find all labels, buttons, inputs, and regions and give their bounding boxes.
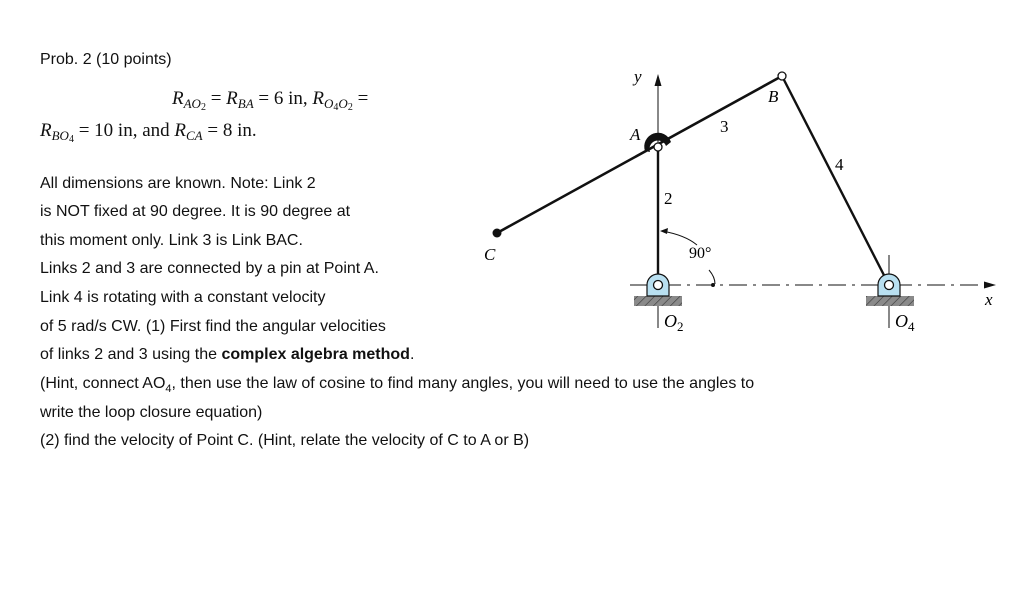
label-link-2: 2 — [664, 189, 673, 208]
ground-pivot-o2 — [634, 274, 682, 306]
x-axis — [630, 282, 996, 289]
ground-pivot-o4 — [866, 274, 914, 306]
hint-line-1: (Hint, connect $AO_4$, then use the law of cosine to find many angles, you will need to use the angles to — [40, 375, 755, 396]
method-line: of links 2 and 3 using the complex algebra method. — [40, 346, 415, 363]
equation-line-1: $R_{AO_2} = R_{BA} = 6$ in, $R_{O_4O_2}$ = — [172, 88, 369, 113]
part-2-line: (2) find the velocity of Point C. (Hint, relate the velocity of C to A or B) — [40, 432, 530, 449]
hint-line-2: write the loop closure equation) — [40, 404, 263, 421]
label-a: A — [630, 125, 641, 144]
label-b: B — [768, 87, 779, 106]
body-line: is NOT fixed at 90 degree. It is 90 degree at — [40, 203, 351, 220]
pin-a-icon — [654, 143, 662, 151]
body-line: All dimensions are known. Note: Link 2 — [40, 175, 316, 192]
body-line: Link 4 is rotating with a constant velocity — [40, 289, 326, 306]
label-o2: $O_2$ — [664, 311, 684, 334]
label-y: y — [634, 67, 642, 86]
label-o4: $O_4$ — [895, 311, 915, 334]
link-3-bac — [497, 76, 782, 233]
body-line: of 5 rad/s CW. (1) First find the angular velocities — [40, 318, 386, 335]
equation-line-2: $R_{BO_4} = 10$ in, and $R_{CA} = 8$ in. — [40, 120, 257, 145]
label-x: x — [985, 290, 993, 309]
label-c: C — [484, 245, 496, 264]
link-4 — [782, 76, 889, 285]
label-link-3: 3 — [720, 117, 729, 136]
body-line: Links 2 and 3 are connected by a pin at Point A. — [40, 260, 379, 277]
pin-b-icon — [778, 72, 786, 80]
point-c-icon — [493, 229, 502, 238]
label-angle: 90° — [689, 245, 712, 262]
problem-title: Prob. 2 (10 points) — [40, 51, 172, 68]
body-line: this moment only. Link 3 is Link BAC. — [40, 232, 303, 249]
label-link-4: 4 — [835, 155, 844, 174]
